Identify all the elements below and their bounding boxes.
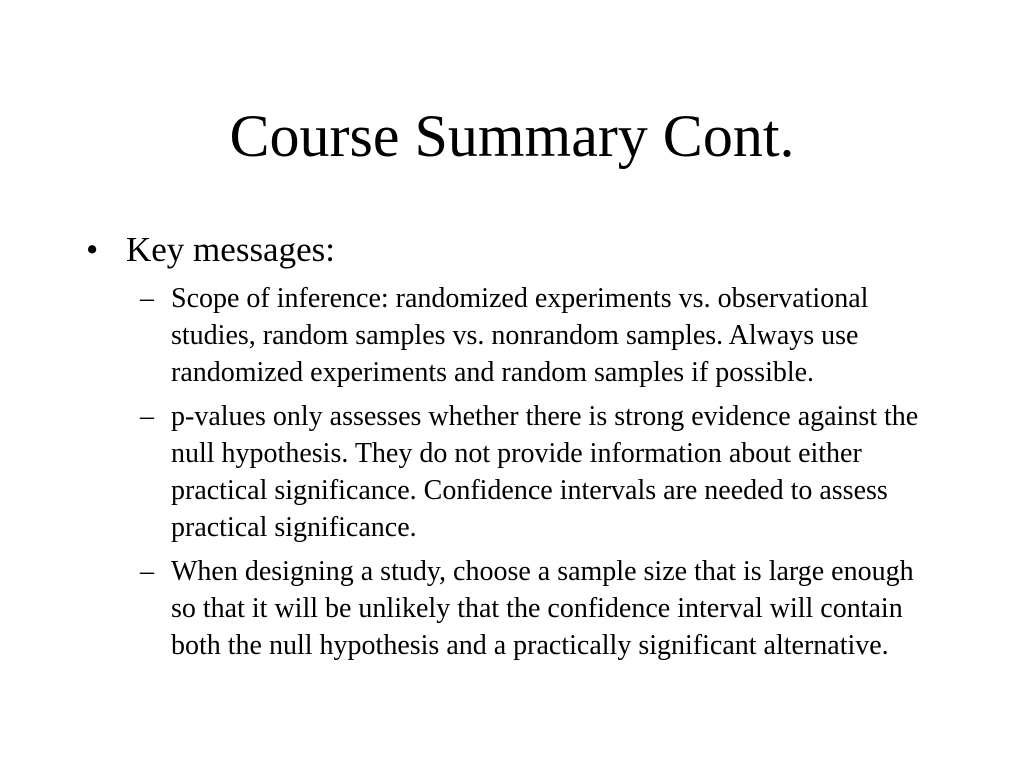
sub-bullet-text: p-values only assesses whether there is strong evidence against the null hypothesis. They do not provide information about either practical significance. Confidence intervals are needed to assess practical significance. (171, 401, 919, 543)
sub-bullet-marker: – (140, 401, 154, 432)
sub-bullet-text: When designing a study, choose a sample size that is large enough so that it will be unlikely that the confidence interval will contain both the null hypothesis and a practically significant alternative. (171, 556, 914, 661)
sub-bullet-marker: – (140, 283, 154, 314)
slide-title: Course Summary Cont. (229, 103, 795, 169)
sub-bullet-p-values (140, 398, 940, 546)
bullet-marker: • (86, 230, 99, 269)
sub-bullet-list (140, 280, 940, 671)
bullet-key-messages (86, 228, 335, 272)
sub-bullet-sample-size (140, 553, 940, 664)
bullet-text: Key messages: (126, 230, 335, 269)
sub-bullet-scope-of-inference (140, 280, 940, 391)
sub-bullet-marker: – (140, 556, 154, 587)
sub-bullet-text: Scope of inference: randomized experiments vs. observational studies, random samples vs. nonrandom samples. Always use randomized experiments and random samples if possible. (171, 283, 869, 388)
